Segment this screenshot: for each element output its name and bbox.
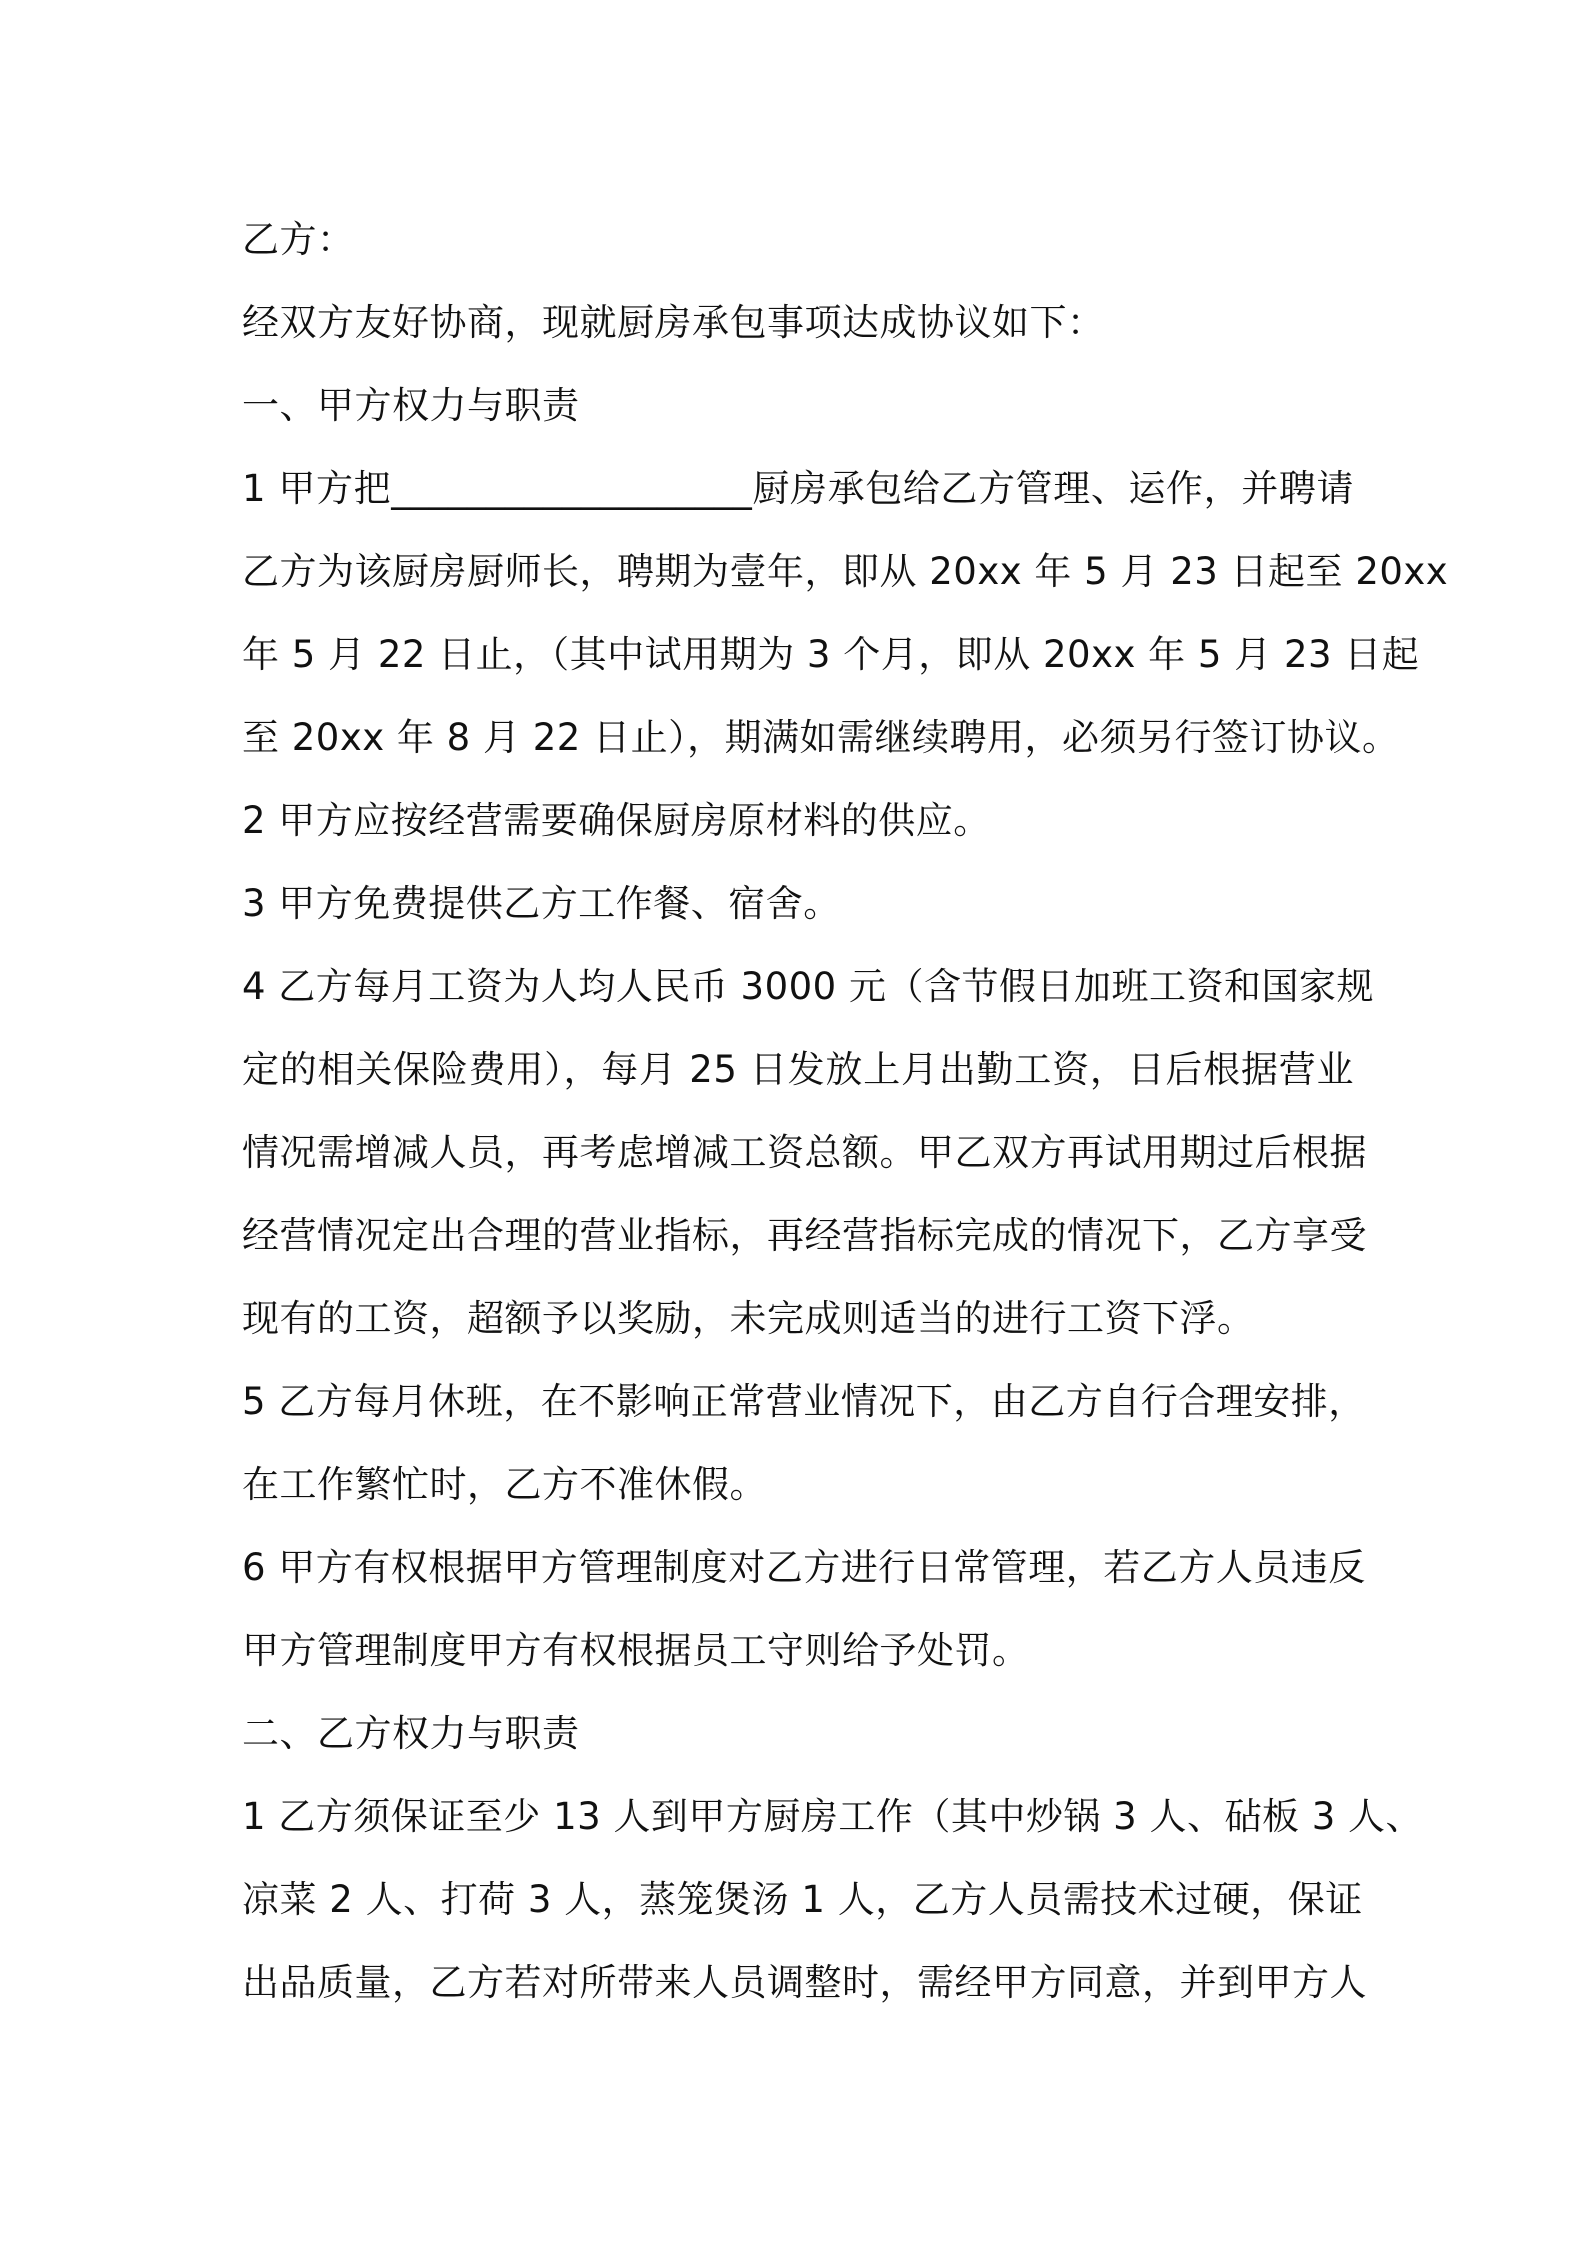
document-body <box>242 198 1449 2024</box>
text-line: 乙方为该厨房厨师长，聘期为壹年，即从 20xx 年 5 月 23 日起至 20xx <box>242 550 1449 593</box>
text-line: 1 甲方把___________________厨房承包给乙方管理、运作，并聘请 <box>242 467 1354 510</box>
text-line: 在工作繁忙时，乙方不准休假。 <box>242 1463 767 1506</box>
text-line: 定的相关保险费用），每月 25 日发放上月出勤工资，日后根据营业 <box>242 1048 1354 1091</box>
section-heading: 二、乙方权力与职责 <box>242 1712 580 1755</box>
text-line: 现有的工资，超额予以奖励，未完成则适当的进行工资下浮。 <box>242 1297 1255 1340</box>
text-line: 情况需增减人员，再考虑增减工资总额。甲乙双方再试用期过后根据 <box>242 1131 1367 1174</box>
text-line: 2 甲方应按经营需要确保厨房原材料的供应。 <box>242 799 991 842</box>
text-line: 年 5 月 22 日止，（其中试用期为 3 个月，即从 20xx 年 5 月 23 日起 <box>242 633 1420 676</box>
text-line: 1 乙方须保证至少 13 人到甲方厨房工作（其中炒锅 3 人、砧板 3 人、 <box>242 1795 1424 1838</box>
text-line: 乙方： <box>242 218 355 261</box>
text-line: 5 乙方每月休班，在不影响正常营业情况下，由乙方自行合理安排， <box>242 1380 1366 1423</box>
text-line: 凉菜 2 人、打荷 3 人，蒸笼煲汤 1 人，乙方人员需技术过硬，保证 <box>242 1878 1363 1921</box>
text-line: 经双方友好协商，现就厨房承包事项达成协议如下： <box>242 301 1105 344</box>
text-line: 甲方管理制度甲方有权根据员工守则给予处罚。 <box>242 1629 1030 1672</box>
text-line: 至 20xx 年 8 月 22 日止），期满如需继续聘用，必须另行签订协议。 <box>242 716 1400 759</box>
text-line: 出品质量，乙方若对所带来人员调整时，需经甲方同意，并到甲方人 <box>242 1961 1367 2004</box>
text-line: 3 甲方免费提供乙方工作餐、宿舍。 <box>242 882 841 925</box>
section-heading: 一、甲方权力与职责 <box>242 384 580 427</box>
text-line: 4 乙方每月工资为人均人民币 3000 元（含节假日加班工资和国家规 <box>242 965 1374 1008</box>
text-line: 6 甲方有权根据甲方管理制度对乙方进行日常管理，若乙方人员违反 <box>242 1546 1366 1589</box>
text-line: 经营情况定出合理的营业指标，再经营指标完成的情况下，乙方享受 <box>242 1214 1367 1257</box>
